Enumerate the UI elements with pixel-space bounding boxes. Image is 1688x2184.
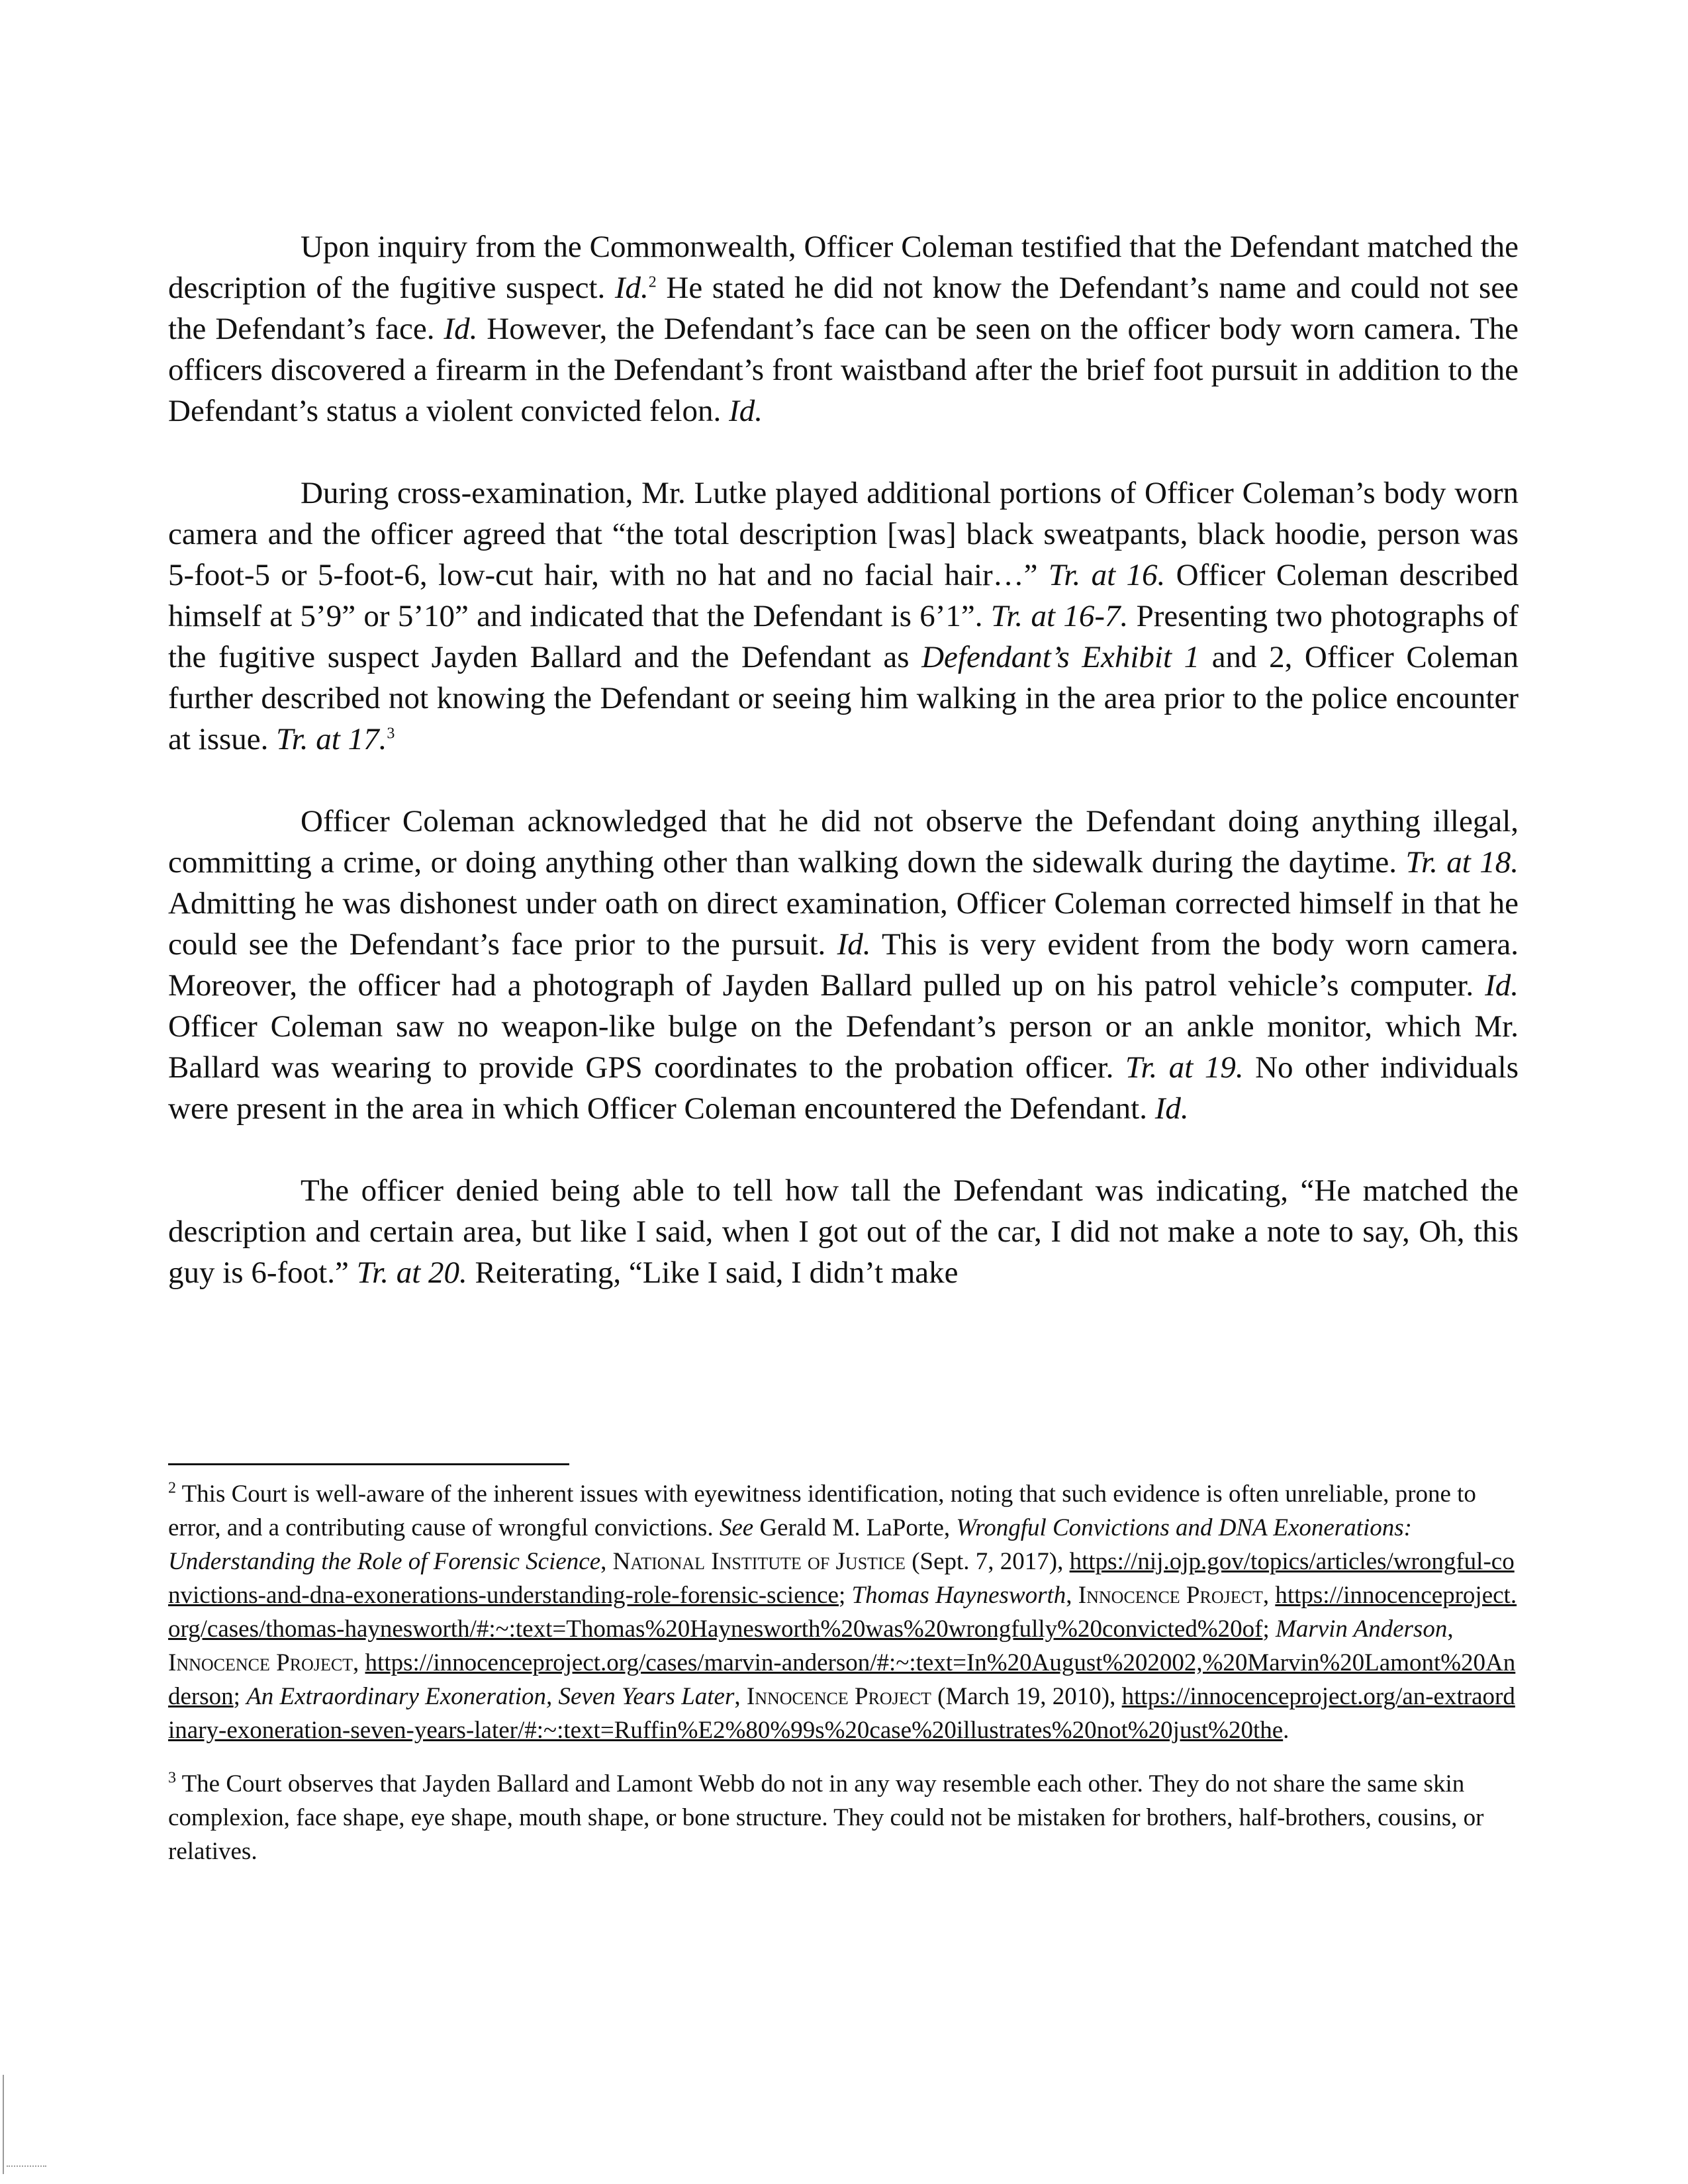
scan-margin-mark: [3, 2075, 7, 2174]
citation-link[interactable]: https://innocenceproject.org/cases/marvin-anderson/#:~:text=In%20August%202002,%20Marvin%20Lamont%20Anderson: [168, 1649, 1516, 1710]
italic-citation: Tr. at 18.: [1405, 845, 1519, 880]
text-run: ;: [233, 1683, 247, 1710]
footnote: [168, 1767, 1519, 1868]
footnote-marker[interactable]: 2: [648, 273, 657, 291]
text-run: Officer Coleman saw no weapon-like bulge on the Defendant’s person or an ankle monitor, which Mr. Ballard was wearing to provide GPS coordinates to the probation officer.: [168, 1009, 1519, 1085]
italic-citation: Thomas Haynesworth: [851, 1582, 1066, 1609]
paragraph: [168, 1170, 1519, 1293]
text-run: Presenting two photographs of the fugitive suspect Jayden Ballard and the Defendant as: [168, 599, 1519, 674]
text-run: ,: [734, 1683, 747, 1710]
italic-citation: Id.: [837, 927, 871, 962]
citation-link[interactable]: https://innocenceproject.org/cases/thomas-haynesworth/#:~:text=Thomas%20Haynesworth%20was%20wrongfully%20convicted%20of: [168, 1582, 1517, 1643]
text-run: Upon inquiry from the Commonwealth, Officer Coleman testified that the Defendant matched the description of the fugitive suspect.: [168, 230, 1519, 305]
text-run: and 2, Officer Coleman further described not knowing the Defendant or seeing him walking in the area prior to the police encounter at issue.: [168, 640, 1519, 756]
text-run: ,: [1066, 1582, 1078, 1609]
text-run: During cross-examination, Mr. Lutke played additional portions of Officer Coleman’s body worn camera and the officer agreed that “the total description [was] black sweatpants, black hoodie, person was 5-foot-5 or 5-foot-6, low-cut hair, with no hat and no facial hair…”: [168, 476, 1519, 592]
italic-citation: Wrongful Convictions and DNA Exonerations: Understanding the Role of Forensic Science: [168, 1514, 1412, 1575]
text-run: (March 19, 2010),: [931, 1683, 1122, 1710]
text-run: ,: [1447, 1615, 1454, 1643]
text-run: The Court observes that Jayden Ballard and Lamont Webb do not in any way resemble each other. They do not share the same skin complexion, face shape, eye shape, mouth shape, or bone structure. They could not be mistaken for brothers, half-brothers, cousins, or relatives.: [168, 1770, 1484, 1865]
paragraph: [168, 226, 1519, 432]
text-run: This Court is well-aware of the inherent issues with eyewitness identification, noting that such evidence is often unreliable, prone to error, and a contributing cause of wrongful convictions.: [168, 1480, 1476, 1541]
italic-citation: See: [719, 1514, 754, 1541]
italic-citation: Tr. at 17.: [276, 722, 387, 756]
text-run: ,: [353, 1649, 365, 1676]
italic-citation: Tr. at 16.: [1048, 558, 1166, 592]
italic-citation: Tr. at 20.: [356, 1255, 467, 1290]
citation-link[interactable]: https://nij.ojp.gov/topics/articles/wrongful-convictions-and-dna-exonerations-understanding-role-forensic-science: [168, 1548, 1515, 1609]
footnote-marker[interactable]: 3: [168, 1769, 176, 1787]
footnotes: [168, 1477, 1519, 1888]
italic-citation: An Extraordinary Exoneration, Seven Years Later: [246, 1683, 735, 1710]
footnote-marker[interactable]: 3: [387, 725, 395, 743]
paragraph: [168, 473, 1519, 760]
text-run: ;: [1262, 1615, 1276, 1643]
publisher-name: Innocence Project: [168, 1649, 353, 1676]
italic-citation: Tr. at 19.: [1125, 1050, 1244, 1085]
publisher-name: Innocence Project: [746, 1683, 931, 1710]
body-text: [168, 226, 1519, 1293]
text-run: ,: [600, 1548, 613, 1575]
italic-citation: Marvin Anderson: [1276, 1615, 1448, 1643]
italic-citation: Id.: [1485, 968, 1519, 1003]
text-run: .: [1283, 1717, 1289, 1744]
text-run: (Sept. 7, 2017),: [905, 1548, 1070, 1575]
scan-corner-dots: [7, 2165, 46, 2167]
italic-citation: Id.: [1154, 1091, 1189, 1126]
paragraph: [168, 801, 1519, 1129]
text-run: The officer denied being able to tell how tall the Defendant was indicating, “He matched the description and certain area, but like I said, when I got out of the car, I did not make a note to say, Oh, this guy is 6-foot.”: [168, 1173, 1519, 1290]
text-run: He stated he did not know the Defendant’s name and could not see the Defendant’s face.: [168, 271, 1519, 346]
italic-citation: Id.: [729, 394, 763, 428]
publisher-name: National Institute of Justice: [612, 1548, 906, 1575]
footnote: [168, 1477, 1519, 1747]
text-run: Admitting he was dishonest under oath on direct examination, Officer Coleman corrected himself in that he could see the Defendant’s face prior to the pursuit.: [168, 886, 1519, 962]
text-run: No other individuals were present in the area in which Officer Coleman encountered the Defendant.: [168, 1050, 1519, 1126]
text-run: Gerald M. LaPorte,: [753, 1514, 957, 1541]
text-run: This is very evident from the body worn camera. Moreover, the officer had a photograph of Jayden Ballard pulled up on his patrol vehicle’s computer.: [168, 927, 1519, 1003]
footnote-separator: [168, 1463, 569, 1465]
italic-citation: Id.: [614, 271, 649, 305]
text-run: Officer Coleman described himself at 5’9” or 5’10” and indicated that the Defendant is 6’1”.: [168, 558, 1519, 633]
text-run: ;: [838, 1582, 852, 1609]
italic-citation: Tr. at 16-7.: [990, 599, 1129, 633]
italic-citation: Id.: [444, 312, 478, 346]
footnote-marker[interactable]: 2: [168, 1479, 176, 1497]
citation-link[interactable]: https://innocenceproject.org/an-extraordinary-exoneration-seven-years-later/#:~:text=Ruffin%E2%80%99s%20case%20illustrates%20not%20just%20the: [168, 1683, 1515, 1744]
publisher-name: Innocence Project: [1078, 1582, 1263, 1609]
text-run: Reiterating, “Like I said, I didn’t make: [467, 1255, 959, 1290]
text-run: Officer Coleman acknowledged that he did not observe the Defendant doing anything illegal, committing a crime, or doing anything other than walking down the sidewalk during the daytime.: [168, 804, 1519, 880]
text-run: However, the Defendant’s face can be seen on the officer body worn camera. The officers discovered a firearm in the Defendant’s front waistband after the brief foot pursuit in addition to the Defendant’s status a violent convicted felon.: [168, 312, 1519, 428]
italic-citation: Defendant’s Exhibit 1: [921, 640, 1200, 674]
text-run: ,: [1262, 1582, 1276, 1609]
